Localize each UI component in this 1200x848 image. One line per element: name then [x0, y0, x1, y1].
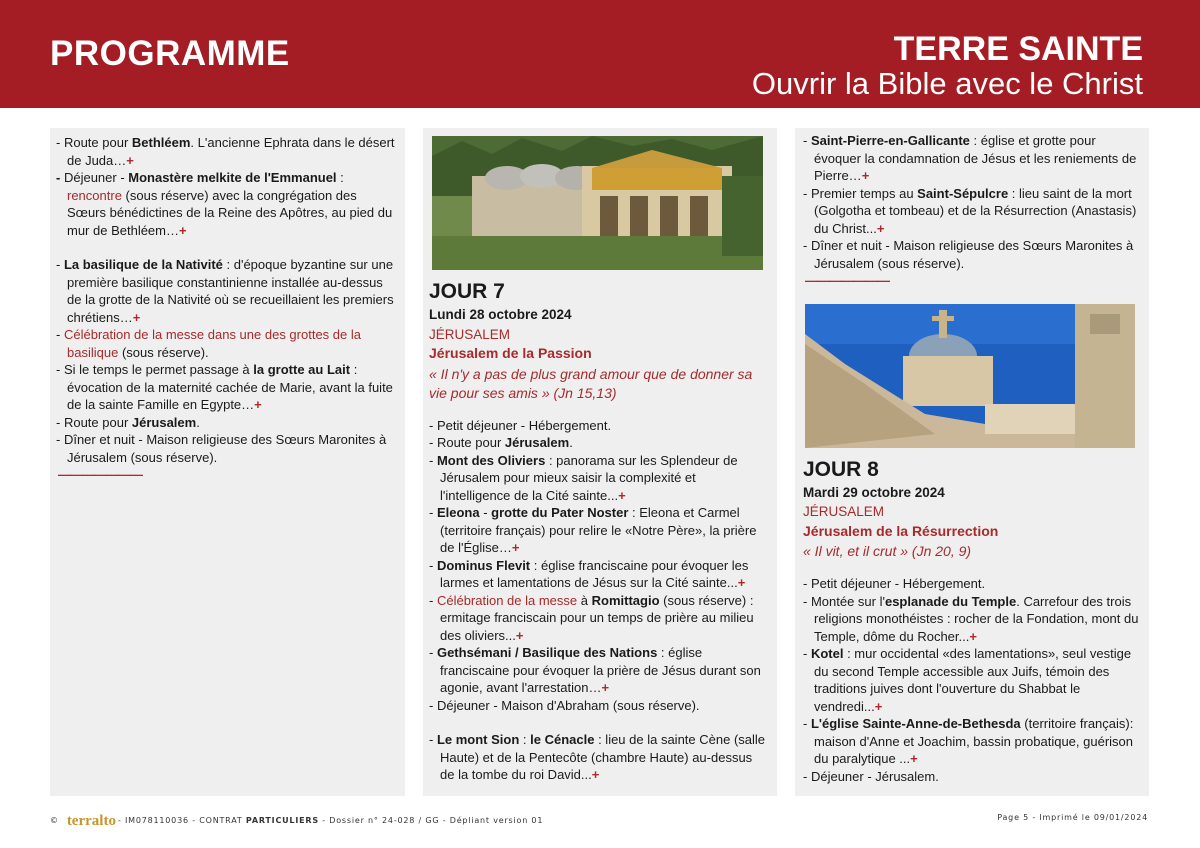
day-theme: Jérusalem de la Passion: [429, 345, 592, 361]
list-item: - Dîner et nuit - Maison religieuse des Sœurs Maronites à Jérusalem (sous réserve).: [803, 237, 1141, 272]
day-date: Mardi 29 octobre 2024: [803, 484, 945, 500]
footer: [50, 811, 1150, 831]
list-item: - Route pour Bethléem. L'ancienne Ephrata dans le désert de Juda…+: [56, 134, 399, 169]
column-left: [50, 128, 405, 796]
plus-icon: +: [910, 751, 918, 766]
plus-icon: +: [254, 397, 262, 412]
plus-icon: +: [618, 487, 626, 503]
trip-subtitle: Ouvrir la Bible avec le Christ: [751, 66, 1143, 101]
list-item: - Déjeuner - Maison d'Abraham (sous réserve).: [429, 697, 769, 715]
destination-title: TERRE SAINTE: [893, 30, 1143, 68]
list-item: - La basilique de la Nativité : d'époque byzantine sur une première basilique constantinienne installée au-dessus de la grotte de la Nativité où se recueillaient les premiers chrétiens…+: [56, 256, 399, 326]
list-item: - Déjeuner - Monastère melkite de l'Emmanuel : rencontre (sous réserve) avec la congrégation des Sœurs bénédictines de la Reine des Apôtres, au pied du mur de Bethléem…+: [56, 169, 399, 239]
list-item: - Célébration de la messe à Romittagio (sous réserve) : ermitage franciscain pour un temps de prière au milieu des oliviers...+: [429, 592, 769, 645]
plus-icon: +: [126, 152, 134, 168]
day-date: Lundi 28 octobre 2024: [429, 307, 572, 322]
day-title: JOUR 8: [803, 457, 879, 481]
column-middle: [423, 128, 777, 796]
list-item: - Célébration de la messe dans une des grottes de la basilique (sous réserve).: [56, 326, 399, 361]
plus-icon: +: [874, 698, 883, 714]
section-separator: ———————: [58, 467, 142, 482]
list-item: - Dominus Flevit : église franciscaine pour évoquer les larmes et lamentations de Jésus sur la Cité sainte...+: [429, 557, 769, 592]
list-item: - Kotel : mur occidental «des lamentations», seul vestige du second Temple accessible aux Juifs, témoin des traditions juives dont l'ouverture du Shabbat le vendredi...+: [803, 645, 1141, 715]
day-theme: Jérusalem de la Résurrection: [803, 522, 999, 539]
plus-icon: +: [876, 220, 885, 236]
day-quote: « Il n'y a pas de plus grand amour que de donner sa vie pour ses amis » (Jn 15,13): [429, 365, 753, 401]
list-item: - Eleona - grotte du Pater Noster : Eleona et Carmel (territoire français) pour relire le «Notre Père», la prière de l'Église…+: [429, 504, 769, 557]
program-title: PROGRAMME: [50, 34, 290, 73]
list-item: - Petit déjeuner - Hébergement.: [429, 417, 769, 435]
copyright-symbol: ©: [50, 816, 59, 825]
day-city: JÉRUSALEM: [429, 326, 511, 342]
footer-left: © terralto - IM078110036 - CONTRAT PARTICULIERS - Dossier n° 24-028 / GG - Dépliant version 01: [50, 813, 544, 829]
terralto-logo: terralto: [66, 813, 116, 829]
list-item: - Le mont Sion : le Cénacle : lieu de la sainte Cène (salle Haute) et de la Pentecôte (chambre Haute) au-dessus de la tombe du roi David...+: [429, 731, 769, 784]
plus-icon: +: [601, 680, 610, 695]
plus-icon: +: [861, 168, 870, 183]
list-item: - Montée sur l'esplanade du Temple. Carrefour des trois religions monothéistes : rocher de la Fondation, mont du Temple, dôme du Rocher...+: [803, 593, 1141, 646]
holy-sepulchre-photo: [805, 304, 1135, 448]
list-item: - Petit déjeuner - Hébergement.: [803, 575, 1141, 593]
basilica-of-nations-photo: [432, 136, 763, 270]
list-item: - Si le temps le permet passage à la grotte au Lait : évocation de la maternité cachée de Marie, avant la fuite de la sainte Famille en Egypte…+: [56, 361, 399, 414]
plus-icon: +: [515, 627, 524, 643]
header-banner: [0, 0, 1200, 108]
plus-icon: +: [737, 575, 746, 590]
day-quote: « Il vit, et il crut » (Jn 20, 9): [803, 543, 972, 559]
plus-icon: +: [179, 222, 187, 238]
list-item: - Premier temps au Saint-Sépulcre : lieu saint de la mort (Golgotha et tombeau) et de la Résurrection (Anastasis) du Christ...+: [803, 185, 1141, 238]
list-item: - L'église Sainte-Anne-de-Bethesda (territoire français): maison d'Anne et Joachim, bassin probatique, guérison du paralytique ...+: [803, 715, 1141, 768]
list-item: - Gethsémani / Basilique des Nations : église franciscaine pour évoquer la prière de Jésus durant son agonie, avant l'arrestation…+: [429, 644, 769, 697]
list-item: - Déjeuner - Jérusalem.: [803, 768, 1141, 786]
plus-icon: +: [969, 628, 977, 644]
list-item: - Dîner et nuit - Maison religieuse des Sœurs Maronites à Jérusalem (sous réserve).: [56, 431, 399, 466]
day-title: JOUR 7: [429, 280, 505, 303]
plus-icon: +: [511, 540, 520, 555]
section-separator: ———————: [805, 273, 889, 288]
list-item: - Mont des Oliviers : panorama sur les Splendeur de Jérusalem pour mieux saisir la complexité et l'intelligence de la Cité sainte...+: [429, 452, 769, 505]
list-item: - Route pour Jérusalem.: [429, 434, 769, 452]
footer-page-info: Page 5 - Imprimé le 09/01/2024: [997, 813, 1148, 822]
plus-icon: +: [132, 309, 141, 325]
plus-icon: +: [591, 767, 600, 782]
day-city: JÉRUSALEM: [803, 504, 885, 519]
list-item: - Route pour Jérusalem.: [56, 414, 399, 432]
list-item: - Saint-Pierre-en-Gallicante : église et grotte pour évoquer la condamnation de Jésus et les reniements de Pierre…+: [803, 132, 1141, 185]
column-right: [795, 128, 1149, 796]
